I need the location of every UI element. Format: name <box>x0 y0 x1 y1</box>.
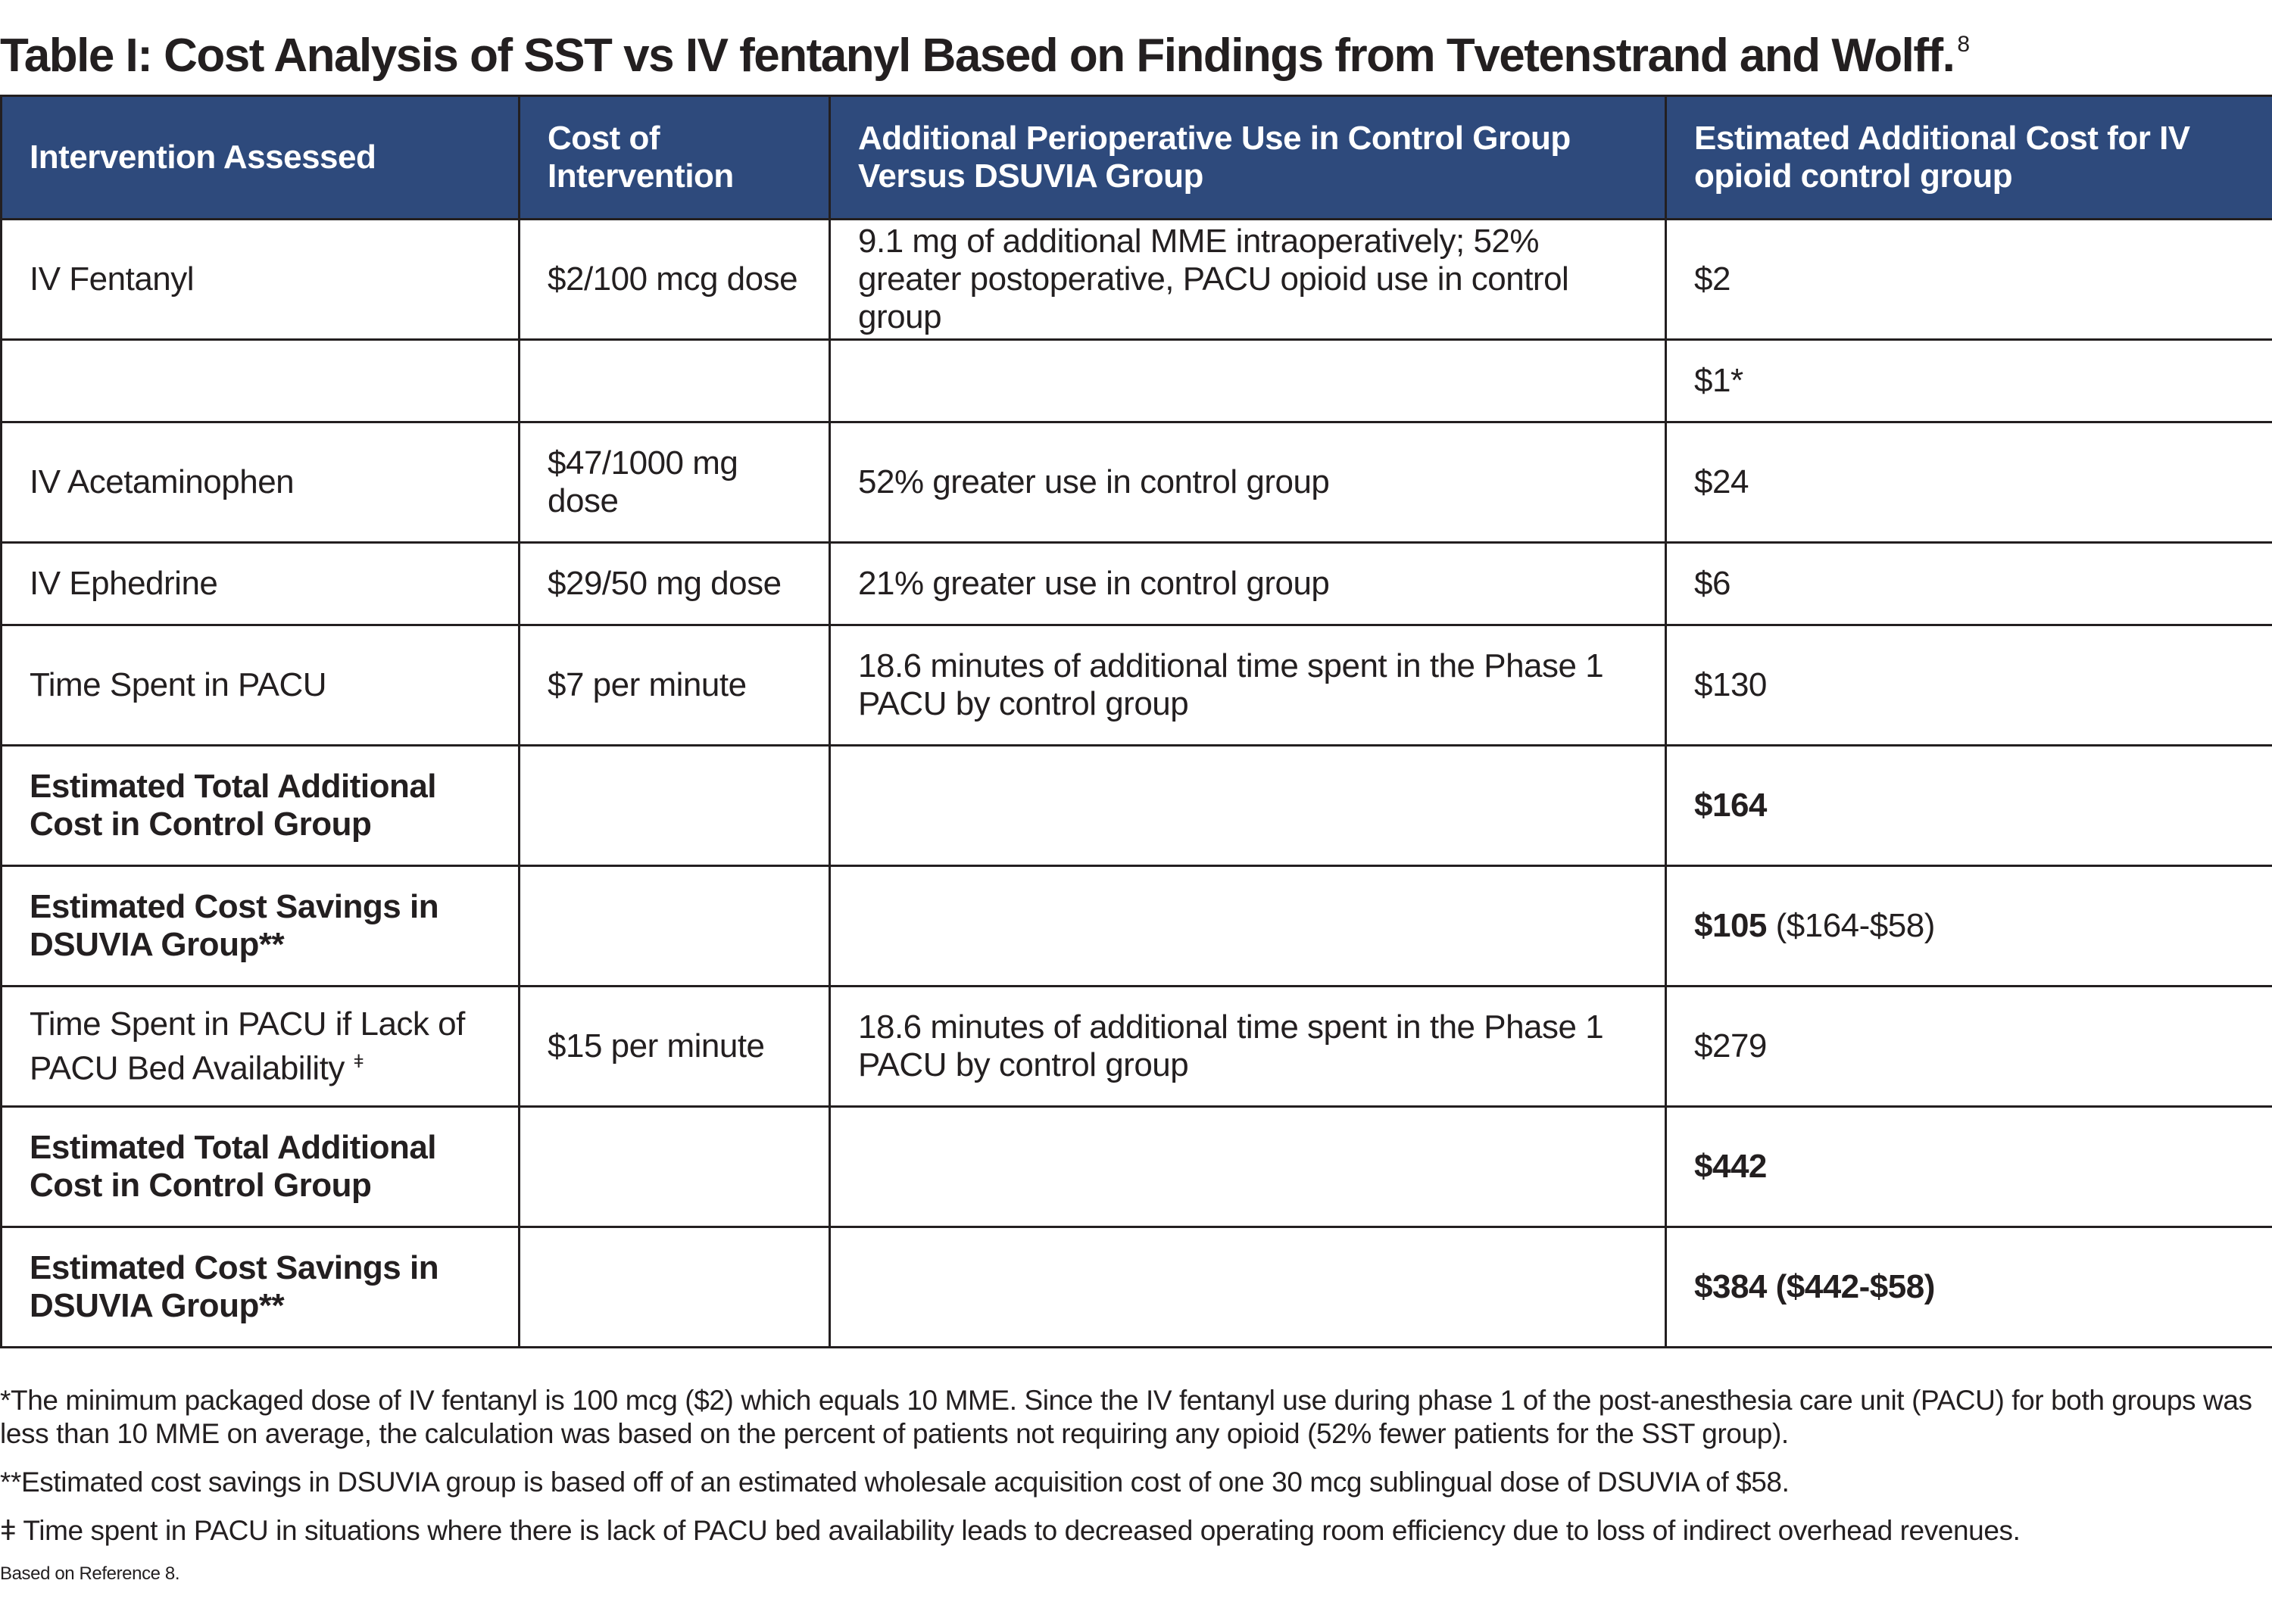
estimate-value: $24 <box>1694 463 1749 500</box>
cost-cell: $2/100 mcg dose <box>520 220 830 340</box>
title-reference: 8 <box>1957 32 1969 57</box>
estimate-cell <box>1666 1107 2272 1227</box>
intervention-cell: Time Spent in PACU <box>2 625 520 746</box>
estimate-cell <box>1666 340 2272 422</box>
intervention-cell: IV Fentanyl <box>2 220 520 340</box>
table-row <box>2 1107 2272 1227</box>
estimate-cell <box>1666 746 2272 866</box>
double-dagger-mark: ǂ <box>353 1051 364 1072</box>
estimate-bold-value: $105 <box>1694 907 1767 944</box>
cost-cell <box>520 866 830 987</box>
use-cell: 21% greater use in control group <box>830 543 1666 625</box>
estimate-cell <box>1666 220 2272 340</box>
table-row <box>2 987 2272 1107</box>
estimate-value: ($164-$58) <box>1766 907 1935 944</box>
header-row <box>2 96 2272 220</box>
cost-cell: $47/1000 mg dose <box>520 422 830 543</box>
intervention-cell: Estimated Cost Savings in DSUVIA Group** <box>2 1227 520 1348</box>
cost-cell <box>520 746 830 866</box>
table-row <box>2 220 2272 340</box>
footnote-double-star: **Estimated cost savings in DSUVIA group is based off of an estimated wholesale acquisition cost of one 30 mcg sublingual dose of DSUVIA of $58. <box>0 1467 1790 1498</box>
footnote-double-dagger: ǂ Time spent in PACU in situations where there is lack of PACU bed availability leads to decreased operating room efficiency due to loss of indirect overhead revenues. <box>0 1515 2021 1546</box>
intervention-cell: Estimated Total Additional Cost in Control Group <box>2 746 520 866</box>
cost-cell: $7 per minute <box>520 625 830 746</box>
use-cell: 18.6 minutes of additional time spent in the Phase 1 PACU by control group <box>830 987 1666 1107</box>
table-title-text: Table I: Cost Analysis of SST vs IV fentanyl Based on Findings from Tvetenstrand and Wolff. <box>0 30 1955 82</box>
table-row <box>2 1227 2272 1348</box>
estimate-value: $2 <box>1694 260 1731 298</box>
estimate-value: $279 <box>1694 1027 1767 1064</box>
footnotes <box>0 1384 2264 1601</box>
use-cell: 9.1 mg of additional MME intraoperatively; 52% greater postoperative, PACU opioid use in control group <box>830 220 1666 340</box>
intervention-cell <box>2 340 520 422</box>
cost-cell <box>520 1227 830 1348</box>
table-row <box>2 422 2272 543</box>
use-cell <box>830 866 1666 987</box>
cost-cell: $29/50 mg dose <box>520 543 830 625</box>
header-estimated-cost: Estimated Additional Cost for IV opioid control group <box>1666 96 2272 220</box>
table-row <box>2 340 2272 422</box>
estimate-value: $6 <box>1694 565 1731 602</box>
table-row <box>2 866 2272 987</box>
header-perioperative-use: Additional Perioperative Use in Control Group Versus DSUVIA Group <box>830 96 1666 220</box>
table-row <box>2 625 2272 746</box>
source-note: Based on Reference 8. <box>0 1563 180 1584</box>
estimate-cell <box>1666 866 2272 987</box>
estimate-cell <box>1666 1227 2272 1348</box>
use-cell: 52% greater use in control group <box>830 422 1666 543</box>
estimate-value: $1* <box>1694 362 1743 399</box>
cost-cell <box>520 1107 830 1227</box>
table-title <box>0 11 2272 90</box>
estimate-cell <box>1666 987 2272 1107</box>
use-cell: 18.6 minutes of additional time spent in the Phase 1 PACU by control group <box>830 625 1666 746</box>
use-cell <box>830 1107 1666 1227</box>
estimate-cell <box>1666 625 2272 746</box>
table-row <box>2 746 2272 866</box>
footnote-single-star: *The minimum packaged dose of IV fentanyl is 100 mcg ($2) which equals 10 MME. Since the IV fentanyl use during phase 1 of the post-anesthesia care unit (PACU) for both groups was less than 10 MME on average, the calculation was based on the percent of patients not requiring any opioid (52% fewer patients for the SST group). <box>0 1385 2252 1449</box>
use-cell <box>830 1227 1666 1348</box>
estimate-bold-value: $164 <box>1694 787 1767 824</box>
estimate-bold-value: $384 ($442-$58) <box>1694 1268 1935 1305</box>
intervention-cell: IV Ephedrine <box>2 543 520 625</box>
use-cell <box>830 746 1666 866</box>
estimate-value: $130 <box>1694 666 1767 703</box>
header-intervention: Intervention Assessed <box>2 96 520 220</box>
estimate-bold-value: $442 <box>1694 1148 1767 1185</box>
use-cell <box>830 340 1666 422</box>
estimate-cell <box>1666 422 2272 543</box>
cost-cell <box>520 340 830 422</box>
intervention-cell: IV Acetaminophen <box>2 422 520 543</box>
intervention-cell: Estimated Total Additional Cost in Control Group <box>2 1107 520 1227</box>
intervention-text: Time Spent in PACU if Lack of PACU Bed Availability <box>30 1005 465 1087</box>
cost-cell: $15 per minute <box>520 987 830 1107</box>
intervention-cell <box>2 987 520 1107</box>
table-row <box>2 543 2272 625</box>
estimate-cell <box>1666 543 2272 625</box>
intervention-cell: Estimated Cost Savings in DSUVIA Group** <box>2 866 520 987</box>
header-cost: Cost of Intervention <box>520 96 830 220</box>
cost-analysis-table <box>0 95 2272 1348</box>
